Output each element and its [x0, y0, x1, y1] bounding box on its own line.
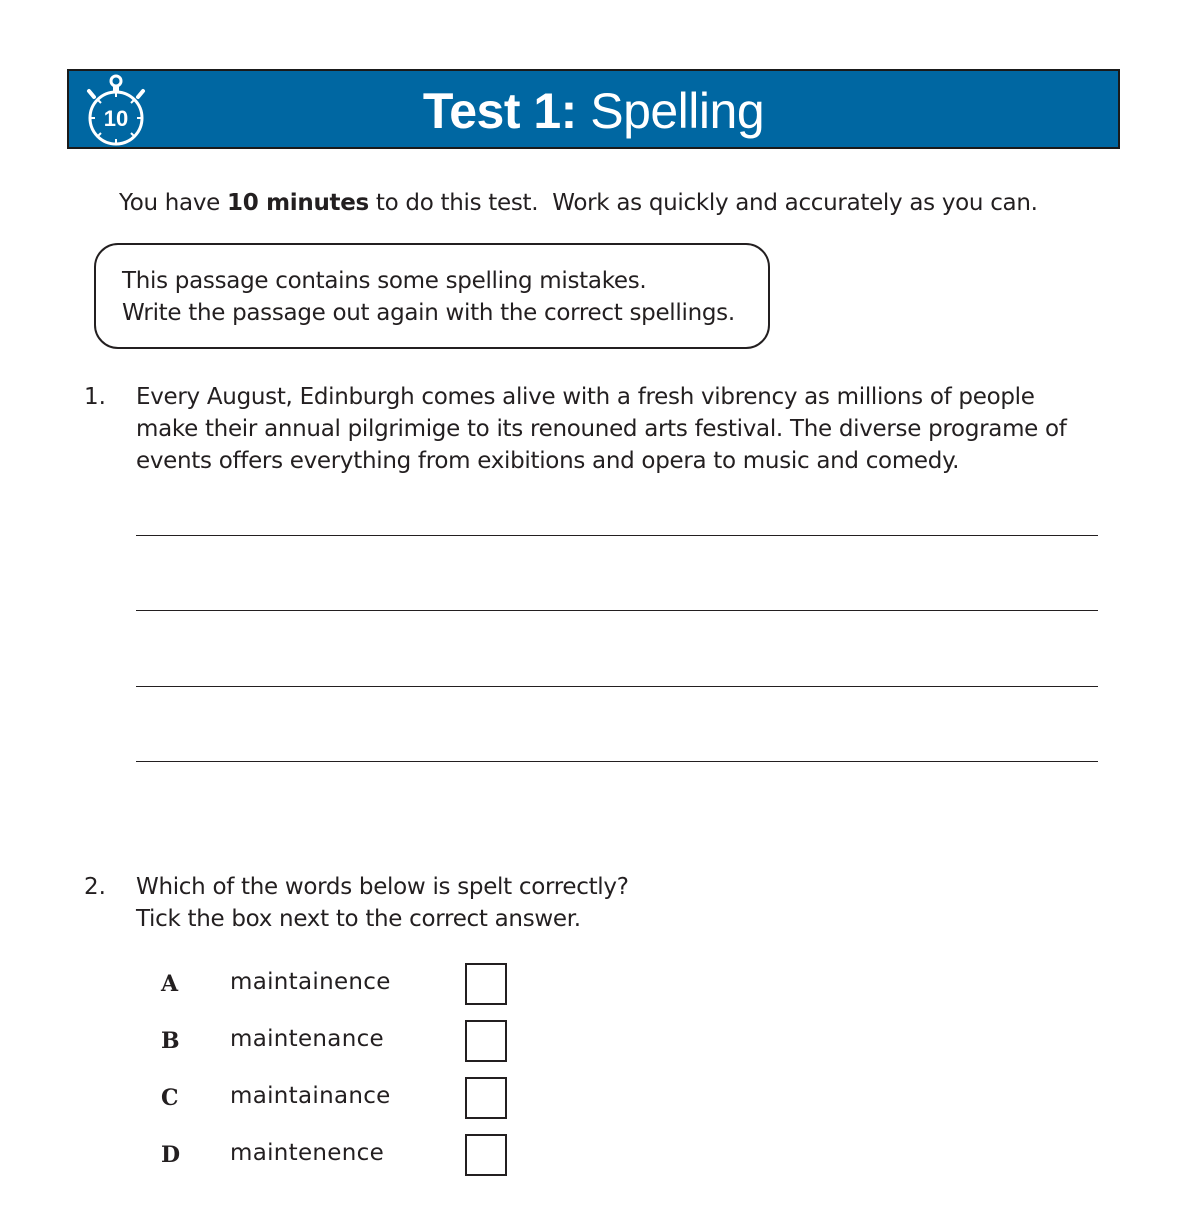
question-1-number: 1. — [84, 384, 106, 410]
option-d-letter: D — [161, 1142, 181, 1168]
title-bar — [67, 69, 1120, 149]
answer-line-1[interactable] — [136, 535, 1098, 536]
option-c-letter: C — [161, 1085, 179, 1111]
option-c-word: maintainance — [230, 1083, 391, 1109]
title-regular: Spelling — [576, 83, 765, 139]
option-b-letter: B — [161, 1028, 180, 1054]
option-a-word: maintainence — [230, 969, 391, 995]
question-2-line-2: Tick the box next to the correct answer. — [136, 906, 581, 932]
option-a-letter: A — [161, 971, 179, 997]
option-d-word: maintenence — [230, 1140, 385, 1166]
option-d-checkbox[interactable] — [465, 1134, 507, 1176]
intro-text — [119, 190, 1038, 216]
intro-after: to do this test. Work as quickly and accurately as you can. — [368, 190, 1038, 216]
title-bold: Test 1: — [422, 83, 577, 139]
question-1-line-3: events offers everything from exibitions and opera to music and comedy. — [136, 448, 960, 474]
timer-label: 10 — [103, 106, 129, 131]
instruction-box — [94, 243, 770, 349]
answer-line-2[interactable] — [136, 610, 1098, 611]
question-1-line-2: make their annual pilgrimige to its renouned arts festival. The diverse programe of — [136, 416, 1067, 442]
option-a-checkbox[interactable] — [465, 963, 507, 1005]
answer-line-3[interactable] — [136, 686, 1098, 687]
option-b-word: maintenance — [230, 1026, 384, 1052]
option-c-checkbox[interactable] — [465, 1077, 507, 1119]
instruction-line-2: Write the passage out again with the correct spellings. — [122, 300, 735, 326]
question-2-line-1: Which of the words below is spelt correctly? — [136, 874, 629, 900]
instruction-line-1: This passage contains some spelling mistakes. — [122, 268, 647, 294]
question-1-line-1: Every August, Edinburgh comes alive with a fresh vibrency as millions of people — [136, 384, 1035, 410]
intro-before: You have — [119, 190, 227, 216]
answer-line-4[interactable] — [136, 761, 1098, 762]
intro-time-limit: 10 minutes — [227, 190, 369, 216]
option-b-checkbox[interactable] — [465, 1020, 507, 1062]
question-2-number: 2. — [84, 874, 106, 900]
page-title — [69, 71, 1118, 147]
